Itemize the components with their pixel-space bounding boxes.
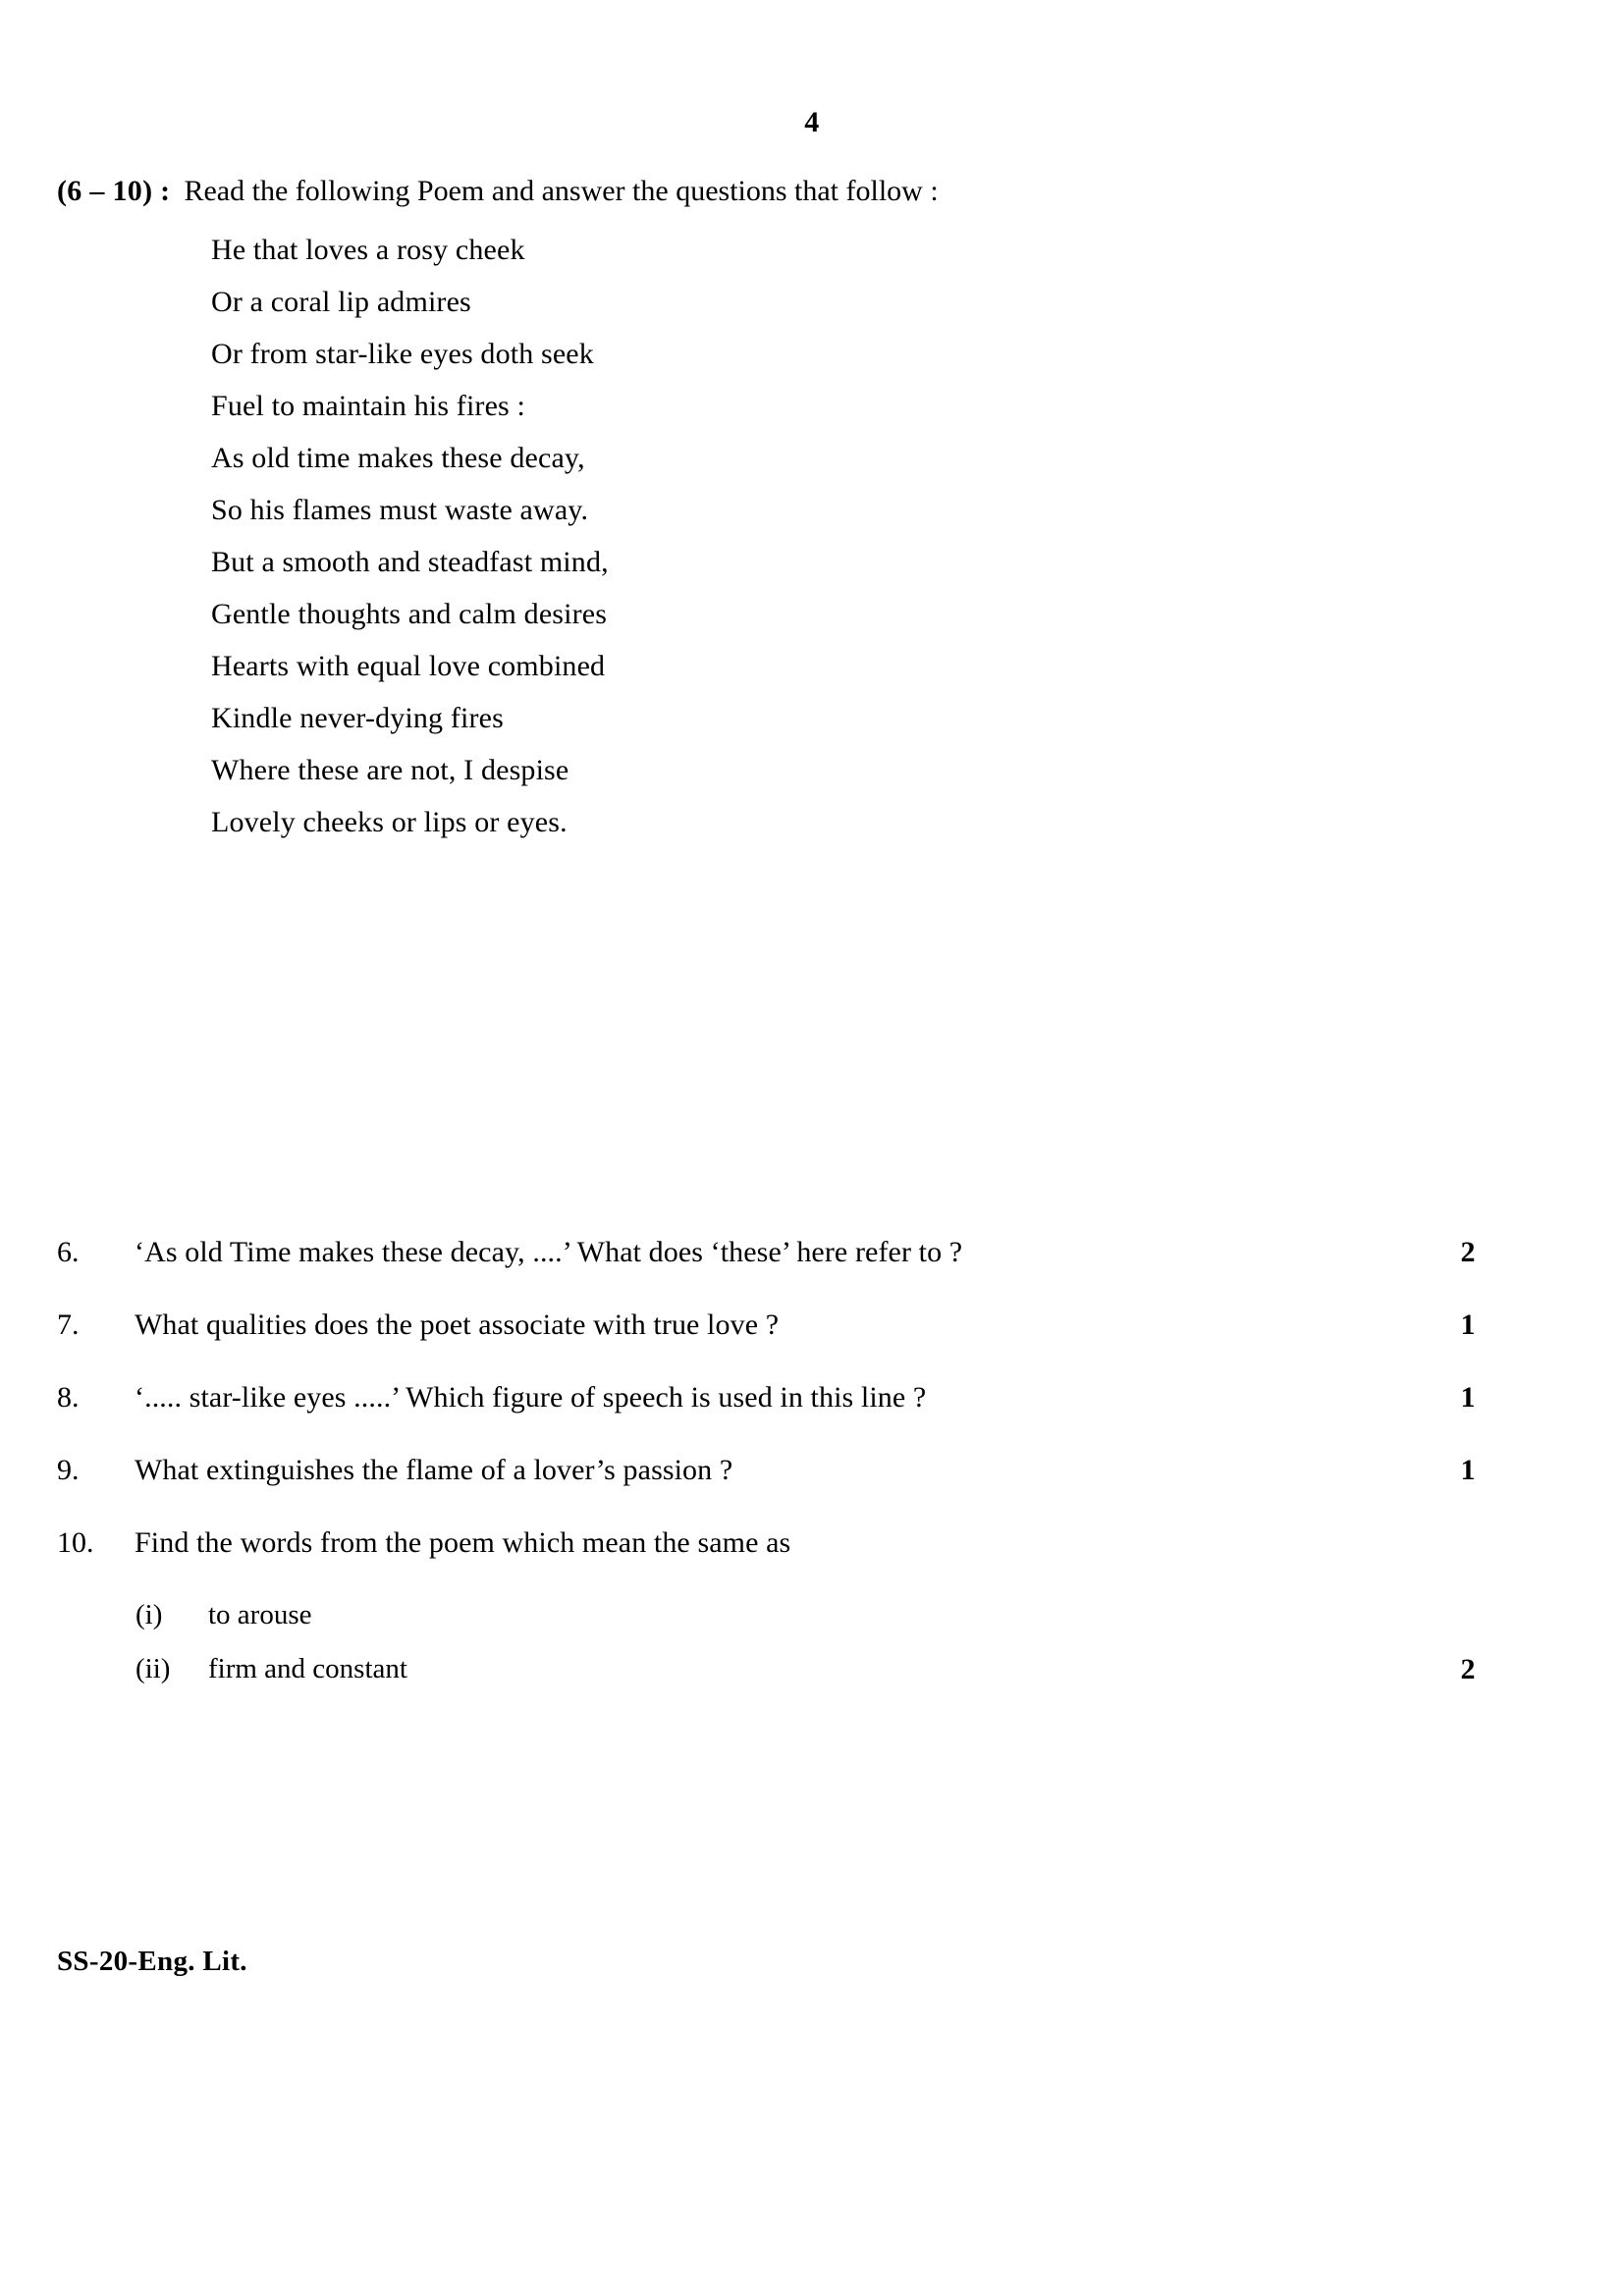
paper-code-footer: SS-20-Eng. Lit. bbox=[57, 1946, 247, 1977]
instruction-text: Read the following Poem and answer the questions that follow : bbox=[184, 175, 939, 207]
question-marks: 1 bbox=[1460, 1308, 1476, 1341]
poem-line: He that loves a rosy cheek bbox=[211, 234, 525, 266]
question-marks: 1 bbox=[1460, 1454, 1476, 1486]
sub-item-marks: 2 bbox=[1460, 1653, 1476, 1685]
poem-line: Gentle thoughts and calm desires bbox=[211, 598, 608, 630]
poem-line: So his flames must waste away. bbox=[211, 494, 589, 526]
question-text: What qualities does the poet associate with true love ? bbox=[135, 1308, 780, 1341]
question-marks: 1 bbox=[1460, 1381, 1476, 1414]
poem-line: Or a coral lip admires bbox=[211, 286, 471, 318]
poem-block bbox=[211, 224, 1095, 848]
question-item bbox=[0, 1304, 1624, 1346]
question-number: 6. bbox=[57, 1236, 80, 1268]
poem-line: But a smooth and steadfast mind, bbox=[211, 546, 609, 578]
question-text: Find the words from the poem which mean the same as bbox=[135, 1526, 791, 1559]
question-item bbox=[0, 1376, 1624, 1418]
sub-item-text: firm and constant bbox=[208, 1653, 407, 1684]
poem-line: Or from star-like eyes doth seek bbox=[211, 338, 594, 370]
question-text: ‘..... star-like eyes .....’ Which figure of speech is used in this line ? bbox=[135, 1381, 927, 1414]
question-text: What extinguishes the flame of a lover’s passion ? bbox=[135, 1454, 733, 1486]
question-number: 8. bbox=[57, 1381, 80, 1414]
question-item bbox=[0, 1231, 1624, 1273]
questions-list bbox=[0, 1231, 1624, 1702]
poem-line: Hearts with equal love combined bbox=[211, 650, 606, 682]
sub-item bbox=[0, 1594, 1624, 1636]
poem-line: Lovely cheeks or lips or eyes. bbox=[211, 806, 568, 838]
poem-line: Where these are not, I despise bbox=[211, 754, 569, 786]
question-number: 7. bbox=[57, 1308, 80, 1341]
sub-item-number: (ii) bbox=[135, 1653, 171, 1684]
poem-line: As old time makes these decay, bbox=[211, 442, 585, 474]
instruction-line bbox=[57, 173, 1506, 210]
question-number: 10. bbox=[57, 1526, 94, 1559]
question-number: 9. bbox=[57, 1454, 80, 1486]
question-item bbox=[0, 1522, 1624, 1564]
poem-line: Fuel to maintain his fires : bbox=[211, 390, 525, 422]
sub-item-text: to arouse bbox=[208, 1599, 312, 1630]
question-marks: 2 bbox=[1460, 1236, 1476, 1268]
question-text: ‘As old Time makes these decay, ....’ What does ‘these’ here refer to ? bbox=[135, 1236, 963, 1268]
question-range-label: (6 – 10) : bbox=[57, 175, 171, 207]
question-item bbox=[0, 1449, 1624, 1491]
sub-item bbox=[0, 1648, 1624, 1690]
sub-item-number: (i) bbox=[135, 1599, 163, 1630]
poem-line: Kindle never-dying fires bbox=[211, 702, 504, 734]
page-number: 4 bbox=[804, 106, 820, 138]
